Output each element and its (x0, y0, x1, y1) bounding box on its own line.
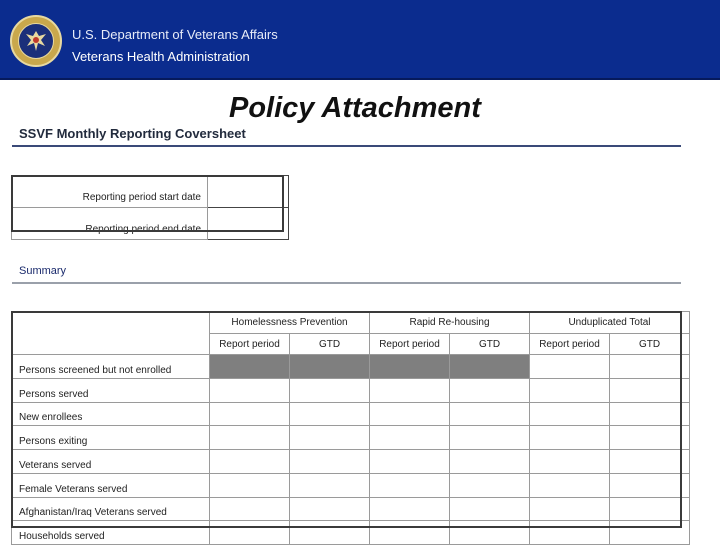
subheader-ut-gtd: GTD (610, 333, 690, 355)
data-cell[interactable] (450, 379, 530, 403)
header-title: U.S. Department of Veterans Affairs (72, 27, 278, 42)
table-row (12, 473, 690, 497)
subheader-hp-report-period: Report period (210, 333, 290, 355)
row-label: Afghanistan/Iraq Veterans served (12, 497, 210, 521)
table-row (12, 402, 690, 426)
header-subtitle: Veterans Health Administration (72, 49, 250, 64)
data-cell[interactable] (530, 497, 610, 521)
data-cell[interactable] (210, 379, 290, 403)
data-cell[interactable] (290, 402, 370, 426)
title-divider (12, 145, 681, 147)
group-header-rapid-rehousing: Rapid Re-housing (370, 312, 530, 334)
table-row (12, 521, 690, 545)
data-cell[interactable] (610, 355, 690, 379)
data-cell[interactable] (290, 426, 370, 450)
period-end-input[interactable] (208, 208, 289, 240)
data-cell[interactable] (370, 379, 450, 403)
data-cell[interactable] (210, 521, 290, 545)
data-cell[interactable] (290, 497, 370, 521)
coversheet-title: SSVF Monthly Reporting Coversheet (19, 126, 246, 141)
va-seal-icon (10, 15, 62, 67)
data-cell[interactable] (450, 450, 530, 474)
data-cell (290, 355, 370, 379)
period-start-label: Reporting period start date (12, 176, 208, 208)
table-row (12, 355, 690, 379)
data-cell[interactable] (610, 379, 690, 403)
data-cell[interactable] (290, 450, 370, 474)
data-cell[interactable] (370, 402, 450, 426)
data-cell[interactable] (610, 450, 690, 474)
subheader-rr-gtd: GTD (450, 333, 530, 355)
va-header-banner (0, 0, 720, 80)
period-end-label: Reporting period end date (12, 208, 208, 240)
data-cell[interactable] (370, 450, 450, 474)
subheader-rr-report-period: Report period (370, 333, 450, 355)
period-start-input[interactable] (208, 176, 289, 208)
data-cell[interactable] (210, 450, 290, 474)
data-cell[interactable] (610, 521, 690, 545)
data-cell[interactable] (610, 426, 690, 450)
page-title: Policy Attachment (229, 92, 481, 124)
group-header-unduplicated-total: Unduplicated Total (530, 312, 690, 334)
data-cell[interactable] (610, 473, 690, 497)
table-row (12, 450, 690, 474)
row-label: Persons served (12, 379, 210, 403)
corner-cell (12, 312, 210, 355)
data-cell[interactable] (370, 497, 450, 521)
row-label: New enrollees (12, 402, 210, 426)
row-label: Persons exiting (12, 426, 210, 450)
row-label: Female Veterans served (12, 473, 210, 497)
summary-table (11, 311, 690, 545)
row-label: Persons screened but not enrolled (12, 355, 210, 379)
data-cell[interactable] (290, 473, 370, 497)
data-cell[interactable] (450, 402, 530, 426)
subheader-hp-gtd: GTD (290, 333, 370, 355)
data-cell[interactable] (370, 426, 450, 450)
data-cell[interactable] (450, 426, 530, 450)
data-cell[interactable] (210, 402, 290, 426)
data-cell[interactable] (450, 521, 530, 545)
subheader-ut-report-period: Report period (530, 333, 610, 355)
summary-divider (12, 282, 681, 284)
data-cell[interactable] (530, 426, 610, 450)
table-row (12, 497, 690, 521)
data-cell[interactable] (610, 402, 690, 426)
data-cell[interactable] (530, 402, 610, 426)
eagle-icon (19, 24, 53, 58)
data-cell[interactable] (530, 379, 610, 403)
table-row (12, 379, 690, 403)
group-header-homelessness-prevention: Homelessness Prevention (210, 312, 370, 334)
data-cell[interactable] (530, 450, 610, 474)
data-cell[interactable] (370, 473, 450, 497)
data-cell[interactable] (610, 497, 690, 521)
data-cell[interactable] (210, 473, 290, 497)
data-cell (370, 355, 450, 379)
data-cell[interactable] (530, 521, 610, 545)
row-label: Households served (12, 521, 210, 545)
data-cell[interactable] (290, 379, 370, 403)
data-cell[interactable] (450, 473, 530, 497)
data-cell[interactable] (530, 355, 610, 379)
data-cell[interactable] (210, 426, 290, 450)
data-cell[interactable] (210, 497, 290, 521)
reporting-period-table (11, 175, 289, 240)
table-row (12, 426, 690, 450)
data-cell[interactable] (450, 497, 530, 521)
data-cell[interactable] (370, 521, 450, 545)
data-cell (450, 355, 530, 379)
row-label: Veterans served (12, 450, 210, 474)
data-cell (210, 355, 290, 379)
data-cell[interactable] (530, 473, 610, 497)
data-cell[interactable] (290, 521, 370, 545)
summary-section-label: Summary (19, 265, 67, 277)
